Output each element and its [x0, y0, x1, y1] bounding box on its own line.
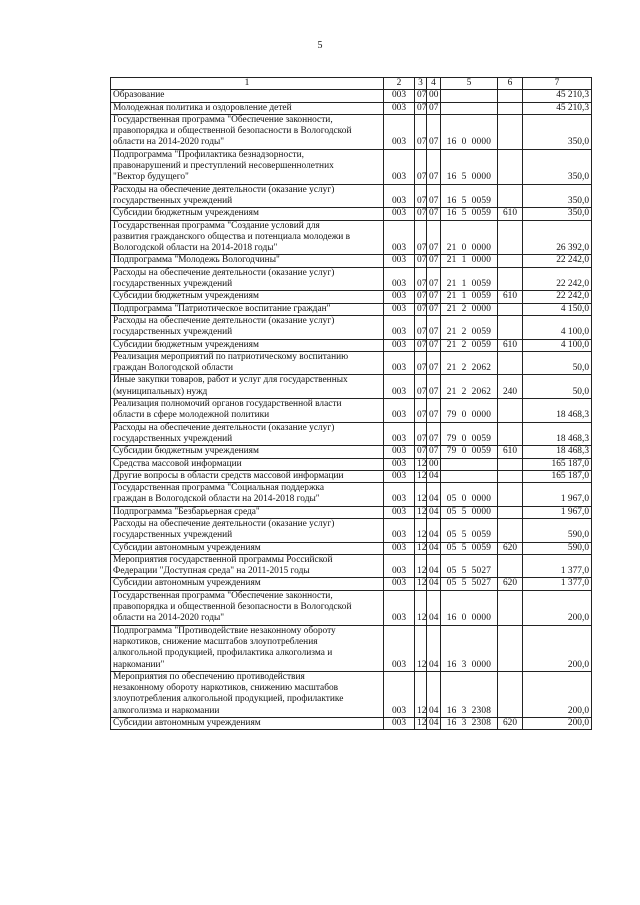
target-article-code: 05 5 5027: [441, 578, 498, 590]
section-code: 12: [415, 625, 427, 671]
expense-type-code: [498, 102, 523, 114]
expense-type-code: [498, 470, 523, 482]
expense-type-code: [498, 149, 523, 184]
amount: 26 392,0: [523, 220, 592, 255]
subsection-code: 00: [427, 90, 441, 102]
ministry-code: 003: [384, 506, 415, 518]
subsection-code: 07: [427, 208, 441, 220]
subsection-code: 04: [427, 625, 441, 671]
section-code: 07: [415, 291, 427, 303]
subsection-code: 07: [427, 184, 441, 208]
ministry-code: 003: [384, 267, 415, 291]
item-name: Государственная программа "Обеспечение законности, правопорядка и общественной безопасности в Вологодской области на 2014-2020 годы": [111, 590, 384, 625]
item-name: Расходы на обеспечение деятельности (оказание услуг) государственных учреждений: [111, 422, 384, 446]
target-article-code: 16 3 2308: [441, 718, 498, 730]
ministry-code: 003: [384, 90, 415, 102]
amount: 22 242,0: [523, 255, 592, 267]
item-name: Мероприятия по обеспечению противодействия незаконному обороту наркотиков, снижению масштабов злоупотребления алкогольной продукцией, профилактике алкоголизма и наркомании: [111, 671, 384, 717]
ministry-code: 003: [384, 518, 415, 542]
amount: 50,0: [523, 351, 592, 375]
item-name: Иные закупки товаров, работ и услуг для государственных (муниципальных) нужд: [111, 375, 384, 399]
item-name: Подпрограмма "Профилактика безнадзорности, правонарушений и преступлений несовершеннолетних "Вектор будущего": [111, 149, 384, 184]
table-row: [111, 375, 592, 399]
header-row: [111, 78, 592, 90]
section-code: 12: [415, 470, 427, 482]
item-name: Субсидии автономным учреждениям: [111, 718, 384, 730]
expense-type-code: 620: [498, 542, 523, 554]
expense-type-code: [498, 255, 523, 267]
ministry-code: 003: [384, 255, 415, 267]
amount: 22 242,0: [523, 267, 592, 291]
item-name: Реализация мероприятий по патриотическому воспитанию граждан Вологодской области: [111, 351, 384, 375]
target-article-code: 05 5 0059: [441, 542, 498, 554]
item-name: Другие вопросы в области средств массовой информации: [111, 470, 384, 482]
table-row: [111, 506, 592, 518]
target-article-code: 16 0 0000: [441, 590, 498, 625]
subsection-code: 04: [427, 542, 441, 554]
amount: 22 242,0: [523, 291, 592, 303]
expense-type-code: [498, 315, 523, 339]
target-article-code: [441, 102, 498, 114]
subsection-code: 04: [427, 578, 441, 590]
subsection-code: 04: [427, 506, 441, 518]
target-article-code: 21 1 0059: [441, 291, 498, 303]
target-article-code: 21 1 0059: [441, 267, 498, 291]
target-article-code: 21 2 0059: [441, 339, 498, 351]
target-article-code: 05 0 0000: [441, 483, 498, 507]
subsection-code: 07: [427, 446, 441, 458]
section-code: 07: [415, 255, 427, 267]
amount: 350,0: [523, 208, 592, 220]
section-code: 07: [415, 339, 427, 351]
target-article-code: 21 2 2062: [441, 351, 498, 375]
section-code: 07: [415, 90, 427, 102]
table-row: [111, 255, 592, 267]
ministry-code: 003: [384, 554, 415, 578]
expense-type-code: [498, 554, 523, 578]
subsection-code: 04: [427, 554, 441, 578]
section-code: 12: [415, 554, 427, 578]
subsection-code: 07: [427, 303, 441, 315]
item-name: Субсидии бюджетным учреждениям: [111, 339, 384, 351]
subsection-code: 04: [427, 718, 441, 730]
table-row: [111, 208, 592, 220]
table-row: [111, 303, 592, 315]
expense-type-code: [498, 267, 523, 291]
ministry-code: 003: [384, 315, 415, 339]
subsection-code: 04: [427, 518, 441, 542]
target-article-code: 79 0 0059: [441, 422, 498, 446]
table-row: [111, 291, 592, 303]
section-code: 07: [415, 184, 427, 208]
subsection-code: 07: [427, 102, 441, 114]
section-code: 07: [415, 220, 427, 255]
table-row: [111, 625, 592, 671]
col-header-2: 2: [384, 78, 415, 90]
target-article-code: 16 3 2308: [441, 671, 498, 717]
amount: 200,0: [523, 671, 592, 717]
subsection-code: 04: [427, 470, 441, 482]
col-header-3: 3: [415, 78, 427, 90]
item-name: Подпрограмма "Патриотическое воспитание граждан": [111, 303, 384, 315]
target-article-code: 16 5 0059: [441, 184, 498, 208]
ministry-code: 003: [384, 590, 415, 625]
ministry-code: 003: [384, 114, 415, 149]
subsection-code: 07: [427, 149, 441, 184]
expense-type-code: [498, 671, 523, 717]
expense-type-code: [498, 506, 523, 518]
subsection-code: 07: [427, 114, 441, 149]
amount: 590,0: [523, 542, 592, 554]
ministry-code: 003: [384, 718, 415, 730]
section-code: 12: [415, 483, 427, 507]
target-article-code: 21 2 0000: [441, 303, 498, 315]
table-row: [111, 483, 592, 507]
section-code: 07: [415, 399, 427, 423]
expense-type-code: 610: [498, 208, 523, 220]
subsection-code: 04: [427, 671, 441, 717]
expense-type-code: [498, 590, 523, 625]
amount: 200,0: [523, 625, 592, 671]
expense-type-code: [498, 90, 523, 102]
expense-type-code: 620: [498, 718, 523, 730]
amount: 1 967,0: [523, 506, 592, 518]
ministry-code: 003: [384, 339, 415, 351]
ministry-code: 003: [384, 303, 415, 315]
section-code: 07: [415, 422, 427, 446]
section-code: 12: [415, 506, 427, 518]
section-code: 12: [415, 590, 427, 625]
subsection-code: 07: [427, 291, 441, 303]
subsection-code: 07: [427, 339, 441, 351]
amount: 1 967,0: [523, 483, 592, 507]
col-header-1: 1: [111, 78, 384, 90]
table-row: [111, 351, 592, 375]
target-article-code: 21 2 0059: [441, 315, 498, 339]
expense-type-code: [498, 220, 523, 255]
item-name: Мероприятия государственной программы Российской Федерации "Доступная среда" на 2011-2015 годы: [111, 554, 384, 578]
table-row: [111, 184, 592, 208]
target-article-code: 05 5 5027: [441, 554, 498, 578]
ministry-code: 003: [384, 149, 415, 184]
amount: 18 468,3: [523, 422, 592, 446]
expense-type-code: [498, 114, 523, 149]
item-name: Расходы на обеспечение деятельности (оказание услуг) государственных учреждений: [111, 267, 384, 291]
item-name: Расходы на обеспечение деятельности (оказание услуг) государственных учреждений: [111, 184, 384, 208]
ministry-code: 003: [384, 102, 415, 114]
ministry-code: 003: [384, 470, 415, 482]
table-row: [111, 554, 592, 578]
section-code: 12: [415, 542, 427, 554]
expense-type-code: [498, 351, 523, 375]
subsection-code: 07: [427, 375, 441, 399]
subsection-code: 04: [427, 590, 441, 625]
item-name: Расходы на обеспечение деятельности (оказание услуг) государственных учреждений: [111, 518, 384, 542]
amount: 1 377,0: [523, 554, 592, 578]
target-article-code: 16 3 0000: [441, 625, 498, 671]
expense-type-code: 240: [498, 375, 523, 399]
target-article-code: 16 5 0059: [441, 208, 498, 220]
item-name: Субсидии автономным учреждениям: [111, 578, 384, 590]
amount: 4 100,0: [523, 315, 592, 339]
target-article-code: 79 0 0000: [441, 399, 498, 423]
ministry-code: 003: [384, 578, 415, 590]
target-article-code: 21 1 0000: [441, 255, 498, 267]
ministry-code: 003: [384, 291, 415, 303]
amount: 50,0: [523, 375, 592, 399]
expense-type-code: 610: [498, 291, 523, 303]
col-header-6: 6: [498, 78, 523, 90]
section-code: 07: [415, 375, 427, 399]
section-code: 07: [415, 149, 427, 184]
subsection-code: 07: [427, 255, 441, 267]
subsection-code: 00: [427, 458, 441, 470]
amount: 350,0: [523, 114, 592, 149]
table-row: [111, 590, 592, 625]
target-article-code: 21 0 0000: [441, 220, 498, 255]
subsection-code: 07: [427, 315, 441, 339]
ministry-code: 003: [384, 446, 415, 458]
item-name: Подпрограмма "Молодежь Вологодчины": [111, 255, 384, 267]
ministry-code: 003: [384, 375, 415, 399]
item-name: Субсидии автономным учреждениям: [111, 542, 384, 554]
subsection-code: 04: [427, 483, 441, 507]
section-code: 12: [415, 671, 427, 717]
target-article-code: 05 5 0000: [441, 506, 498, 518]
item-name: Субсидии бюджетным учреждениям: [111, 446, 384, 458]
expense-type-code: [498, 458, 523, 470]
amount: 18 468,3: [523, 399, 592, 423]
subsection-code: 07: [427, 399, 441, 423]
item-name: Образование: [111, 90, 384, 102]
table-row: [111, 458, 592, 470]
item-name: Расходы на обеспечение деятельности (оказание услуг) государственных учреждений: [111, 315, 384, 339]
subsection-code: 07: [427, 422, 441, 446]
section-code: 07: [415, 208, 427, 220]
amount: 4 150,0: [523, 303, 592, 315]
ministry-code: 003: [384, 208, 415, 220]
section-code: 12: [415, 718, 427, 730]
expense-type-code: 620: [498, 578, 523, 590]
item-name: Государственная программа "Создание условий для развития гражданского общества и потенциала молодежи в Вологодской области на 2014-2018 годы": [111, 220, 384, 255]
subsection-code: 07: [427, 220, 441, 255]
table-row: [111, 114, 592, 149]
target-article-code: 79 0 0059: [441, 446, 498, 458]
table-row: [111, 149, 592, 184]
table-row: [111, 470, 592, 482]
item-name: Средства массовой информации: [111, 458, 384, 470]
ministry-code: 003: [384, 220, 415, 255]
amount: 590,0: [523, 518, 592, 542]
table-row: [111, 542, 592, 554]
target-article-code: [441, 470, 498, 482]
ministry-code: 003: [384, 483, 415, 507]
amount: 4 100,0: [523, 339, 592, 351]
ministry-code: 003: [384, 671, 415, 717]
item-name: Государственная программа "Обеспечение законности, правопорядка и общественной безопасности в Вологодской области на 2014-2020 годы": [111, 114, 384, 149]
expense-type-code: [498, 483, 523, 507]
amount: 200,0: [523, 718, 592, 730]
section-code: 07: [415, 267, 427, 291]
col-header-5: 5: [441, 78, 498, 90]
ministry-code: 003: [384, 422, 415, 446]
subsection-code: 07: [427, 351, 441, 375]
item-name: Субсидии бюджетным учреждениям: [111, 208, 384, 220]
section-code: 07: [415, 446, 427, 458]
table-row: [111, 220, 592, 255]
expense-type-code: 610: [498, 446, 523, 458]
expense-type-code: [498, 399, 523, 423]
amount: 165 187,0: [523, 458, 592, 470]
amount: 45 210,3: [523, 102, 592, 114]
target-article-code: [441, 90, 498, 102]
expense-type-code: [498, 518, 523, 542]
target-article-code: [441, 458, 498, 470]
ministry-code: 003: [384, 184, 415, 208]
subsection-code: 07: [427, 267, 441, 291]
amount: 1 377,0: [523, 578, 592, 590]
section-code: 07: [415, 102, 427, 114]
ministry-code: 003: [384, 399, 415, 423]
section-code: 07: [415, 315, 427, 339]
section-code: 07: [415, 351, 427, 375]
target-article-code: 05 5 0059: [441, 518, 498, 542]
target-article-code: 21 2 2062: [441, 375, 498, 399]
col-header-7: 7: [523, 78, 592, 90]
ministry-code: 003: [384, 542, 415, 554]
ministry-code: 003: [384, 458, 415, 470]
expense-type-code: [498, 625, 523, 671]
ministry-code: 003: [384, 625, 415, 671]
amount: 45 210,3: [523, 90, 592, 102]
amount: 18 468,3: [523, 446, 592, 458]
expense-type-code: [498, 303, 523, 315]
table-row: [111, 671, 592, 717]
amount: 165 187,0: [523, 470, 592, 482]
item-name: Подпрограмма "Противодействие незаконному обороту наркотиков, снижение масштабов злоупотребления алкогольной продукцией, профилактика алкоголизма и наркомании": [111, 625, 384, 671]
item-name: Субсидии бюджетным учреждениям: [111, 291, 384, 303]
table-row: [111, 90, 592, 102]
item-name: Молодежная политика и оздоровление детей: [111, 102, 384, 114]
expense-type-code: [498, 184, 523, 208]
table-row: [111, 518, 592, 542]
ministry-code: 003: [384, 351, 415, 375]
amount: 200,0: [523, 590, 592, 625]
amount: 350,0: [523, 184, 592, 208]
page-number: 5: [317, 40, 323, 51]
table-row: [111, 718, 592, 730]
table-row: [111, 339, 592, 351]
section-code: 07: [415, 114, 427, 149]
section-code: 12: [415, 578, 427, 590]
expense-type-code: [498, 422, 523, 446]
col-header-4: 4: [427, 78, 441, 90]
section-code: 12: [415, 518, 427, 542]
item-name: Подпрограмма "Безбарьерная среда": [111, 506, 384, 518]
target-article-code: 16 5 0000: [441, 149, 498, 184]
expense-type-code: 610: [498, 339, 523, 351]
section-code: 07: [415, 303, 427, 315]
table-row: [111, 399, 592, 423]
table-row: [111, 446, 592, 458]
budget-table: [110, 77, 592, 730]
amount: 350,0: [523, 149, 592, 184]
table-row: [111, 267, 592, 291]
table-row: [111, 578, 592, 590]
table-row: [111, 102, 592, 114]
section-code: 12: [415, 458, 427, 470]
table-row: [111, 315, 592, 339]
item-name: Реализация полномочий органов государственной власти области в сфере молодежной политики: [111, 399, 384, 423]
item-name: Государственная программа "Социальная поддержка граждан в Вологодской области на 2014-2018 годы": [111, 483, 384, 507]
target-article-code: 16 0 0000: [441, 114, 498, 149]
table-row: [111, 422, 592, 446]
